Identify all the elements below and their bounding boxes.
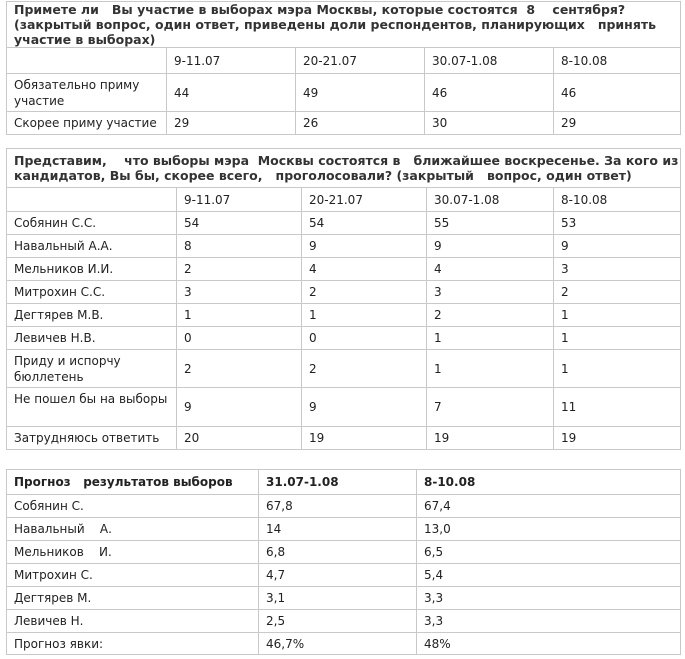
cell-value: 9 [554, 235, 681, 258]
cell-value: 9 [302, 235, 427, 258]
row-label: Навальный А. [7, 518, 259, 541]
cell-value: 5,4 [417, 564, 681, 587]
cell-value: 8 [177, 235, 302, 258]
candidate-question: Представим, что выборы мэра Москвы состоятся в ближайшее воскресенье. За кого из кандидатов, Вы бы, скорее всего, проголосовали? (закрытый вопрос, один ответ) [7, 149, 681, 188]
cell-value: 46 [425, 74, 554, 112]
cell-value: 49 [296, 74, 425, 112]
table-row [7, 495, 681, 518]
cell-value: 2,5 [259, 610, 417, 633]
column-header: 20-21.07 [296, 48, 425, 74]
cell-value: 54 [177, 212, 302, 235]
cell-value: 26 [296, 112, 425, 135]
row-label: Левичев Н. [7, 610, 259, 633]
header-empty-cell [7, 48, 167, 74]
table-row [7, 112, 681, 135]
row-label: Навальный А.А. [7, 235, 177, 258]
table-row [7, 610, 681, 633]
row-label: Приду и испорчу бюллетень [7, 350, 177, 388]
table-row [7, 564, 681, 587]
row-label: Собянин С. [7, 495, 259, 518]
cell-value: 19 [302, 427, 427, 450]
table-row [7, 388, 681, 427]
cell-value: 6,5 [417, 541, 681, 564]
cell-value: 4 [302, 258, 427, 281]
column-header: 8-10.08 [554, 188, 681, 212]
row-label: Дегтярев М. [7, 587, 259, 610]
cell-value: 29 [167, 112, 296, 135]
cell-value: 14 [259, 518, 417, 541]
column-header: 8-10.08 [417, 470, 681, 495]
cell-value: 1 [427, 327, 554, 350]
row-label: Дегтярев М.В. [7, 304, 177, 327]
row-label: Митрохин С.С. [7, 281, 177, 304]
row-label: Мельников И. [7, 541, 259, 564]
cell-value: 9 [302, 388, 427, 427]
column-header: 20-21.07 [302, 188, 427, 212]
table-row [7, 633, 681, 655]
forecast-title: Прогноз результатов выборов [7, 470, 259, 495]
table-row [7, 350, 681, 388]
cell-value: 55 [427, 212, 554, 235]
cell-value: 4,7 [259, 564, 417, 587]
cell-value: 19 [427, 427, 554, 450]
column-header: 30.07-1.08 [425, 48, 554, 74]
column-header: 30.07-1.08 [427, 188, 554, 212]
cell-value: 9 [177, 388, 302, 427]
cell-value: 7 [427, 388, 554, 427]
table-row [7, 518, 681, 541]
table-row [7, 212, 681, 235]
cell-value: 2 [302, 281, 427, 304]
cell-value: 2 [554, 281, 681, 304]
column-header: 9-11.07 [167, 48, 296, 74]
header-empty-cell [7, 188, 177, 212]
cell-value: 20 [177, 427, 302, 450]
row-label: Собянин С.С. [7, 212, 177, 235]
row-label: Прогноз явки: [7, 633, 259, 655]
row-label: Митрохин С. [7, 564, 259, 587]
cell-value: 44 [167, 74, 296, 112]
table-row [7, 281, 681, 304]
cell-value: 46 [554, 74, 681, 112]
table-row [7, 327, 681, 350]
cell-value: 30 [425, 112, 554, 135]
table-row [7, 74, 681, 112]
cell-value: 2 [302, 350, 427, 388]
cell-value: 1 [554, 327, 681, 350]
table-row [7, 427, 681, 450]
cell-value: 2 [427, 304, 554, 327]
row-label: Не пошел бы на выборы [7, 388, 177, 427]
cell-value: 53 [554, 212, 681, 235]
cell-value: 3,3 [417, 610, 681, 633]
candidate-preference-table [6, 148, 681, 450]
cell-value: 48% [417, 633, 681, 655]
cell-value: 2 [177, 350, 302, 388]
row-label: Скорее приму участие [7, 112, 167, 135]
cell-value: 1 [177, 304, 302, 327]
cell-value: 46,7% [259, 633, 417, 655]
cell-value: 1 [302, 304, 427, 327]
turnout-table [6, 1, 681, 135]
turnout-question: Примете ли Вы участие в выборах мэра Москвы, которые состоятся 8 сентября? (закрытый вопрос, один ответ, приведены доли респондентов, планирующих принять участие в выборах) [7, 2, 681, 48]
cell-value: 0 [177, 327, 302, 350]
row-label: Обязательно приму участие [7, 74, 167, 112]
cell-value: 6,8 [259, 541, 417, 564]
table-row [7, 304, 681, 327]
cell-value: 4 [427, 258, 554, 281]
cell-value: 3 [427, 281, 554, 304]
row-label: Затрудняюсь ответить [7, 427, 177, 450]
row-label: Мельников И.И. [7, 258, 177, 281]
table-row [7, 541, 681, 564]
cell-value: 3 [177, 281, 302, 304]
cell-value: 3,3 [417, 587, 681, 610]
cell-value: 1 [554, 304, 681, 327]
cell-value: 1 [554, 350, 681, 388]
row-label: Левичев Н.В. [7, 327, 177, 350]
table-row [7, 587, 681, 610]
column-header: 8-10.08 [554, 48, 681, 74]
cell-value: 54 [302, 212, 427, 235]
table-row [7, 235, 681, 258]
cell-value: 0 [302, 327, 427, 350]
cell-value: 9 [427, 235, 554, 258]
column-header: 31.07-1.08 [259, 470, 417, 495]
column-header: 9-11.07 [177, 188, 302, 212]
cell-value: 11 [554, 388, 681, 427]
cell-value: 3,1 [259, 587, 417, 610]
cell-value: 19 [554, 427, 681, 450]
table-row [7, 258, 681, 281]
cell-value: 67,8 [259, 495, 417, 518]
cell-value: 29 [554, 112, 681, 135]
cell-value: 67,4 [417, 495, 681, 518]
cell-value: 13,0 [417, 518, 681, 541]
cell-value: 2 [177, 258, 302, 281]
cell-value: 1 [427, 350, 554, 388]
forecast-table [6, 469, 681, 655]
cell-value: 3 [554, 258, 681, 281]
